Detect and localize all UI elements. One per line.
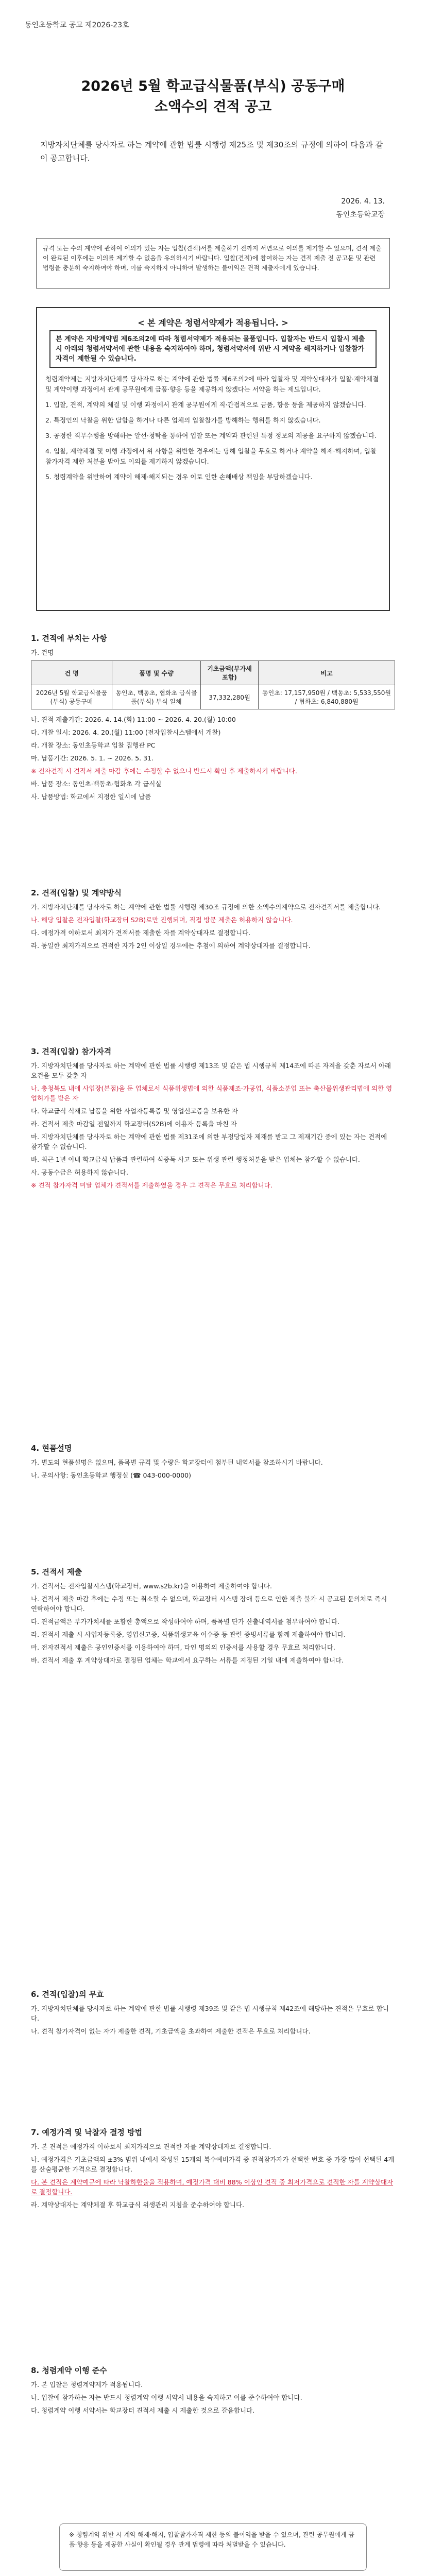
delivery-place: 바. 납품 장소: 동인초·백동초·협화초 각 급식실 — [31, 780, 162, 788]
submission-period: 나. 견적 제출기간: 2026. 4. 14.(화) 11:00 ~ 2026. 4. 20.(월) 10:00 — [31, 716, 236, 723]
section-5-item: 라. 견적서 제출 시 사업자등록증, 영업신고증, 식품위생교육 이수증 등 관련 증빙서류를 함께 제출하여야 합니다. — [31, 1631, 346, 1638]
objection-notice-box: 규격 또는 수의 계약에 관하여 이의가 있는 자는 입찰(견적)서를 제출하기 전까지 서면으로 이의를 제기할 수 있으며, 견적 제출이 완료된 이후에는 이의를 제기할 수 없음을 유의하시기 바랍니다. 입찰(견적)에 참여하는 자는 견적 제출 전 공고문 및 관련 법령을 충분히 숙지하여야 하며, 이를 숙지하지 아니하여 발생하는 불이익은 견적 제출자에게 있습니다. — [36, 238, 390, 289]
integrity-contract-box — [36, 307, 390, 611]
title-line-1: 2026년 5월 학교급식물품(부식) 공동구매 — [81, 78, 345, 94]
section-3-warning: ※ 견적 참가자격 미달 업체가 견적서를 제출하였을 경우 그 견적은 무효로 처리합니다. — [31, 1181, 272, 1189]
page-title — [0, 76, 426, 117]
section-4-item: 가. 별도의 현품설명은 없으며, 품목별 규격 및 수량은 학교장터에 첨부된 내역서를 참조하시기 바랍니다. — [31, 1459, 323, 1466]
submission-warning: ※ 전자견적 시 견적서 제출 마감 후에는 수정할 수 없으니 반드시 확인 후 제출하시기 바랍니다. — [31, 767, 297, 775]
section-3-item: 가. 지방자치단체를 당사자로 하는 계약에 관한 법률 시행령 제13조 및 같은 법 시행규칙 제14조에 따른 자격을 갖춘 자로서 아래 요건을 모두 갖춘 자 — [31, 1062, 391, 1079]
table-row — [31, 685, 395, 709]
integrity-pledge-4: 4. 입찰, 계약체결 및 이행 과정에서 위 사항을 위반한 경우에는 당해 입찰을 무효로 하거나 계약을 해제·해지하며, 입찰참가자격 제한 처분을 받아도 이의를 제기하지 않겠습니다. — [45, 447, 377, 465]
col-remarks: 비고 — [258, 661, 395, 685]
section-8 — [31, 2365, 395, 2418]
section-8-item: 다. 청렴계약 이행 서약서는 학교장터 견적서 제출 시 제출한 것으로 갈음합니다. — [31, 2406, 255, 2414]
section-1-heading: 1. 견적에 부치는 사항 — [31, 634, 107, 643]
section-5 — [31, 1566, 395, 1668]
integrity-paragraph: 청렴계약제는 지방자치단체를 당사자로 하는 계약에 관한 법률 제6조의2에 따라 입찰자 및 계약상대자가 입찰·계약체결 및 계약이행 과정에서 관계 공무원에게 금품·향응 등을 제공하지 않겠다는 서약을 하는 제도입니다. — [45, 375, 379, 393]
section-6 — [31, 1989, 395, 2039]
section-2-item: 라. 동일한 최저가격으로 견적한 자가 2인 이상일 경우에는 추첨에 의하여 계약상대자를 결정합니다. — [31, 942, 311, 950]
section-3-item: 마. 지방자치단체를 당사자로 하는 계약에 관한 법률 제31조에 의한 부정당업자 제재를 받고 그 제재기간 중에 있는 자는 견적에 참가할 수 없습니다. — [31, 1133, 387, 1150]
section-6-heading: 6. 견적(입찰)의 무효 — [31, 1990, 104, 1999]
section-5-item: 나. 견적서 제출 마감 후에는 수정 또는 취소할 수 없으며, 학교장터 시스템 장애 등으로 인한 제출 불가 시 공고된 문의처로 즉시 연락하여야 합니다. — [31, 1595, 387, 1613]
section-3-item-emphasis: 나. 충청북도 내에 사업장(본점)을 둔 업체로서 식품위생법에 의한 식품제조·가공업, 식품소분업 또는 축산물위생관리법에 의한 영업허가를 받은 자 — [31, 1084, 393, 1102]
intro-text: 지방자치단체를 당사자로 하는 계약에 관한 법률 시행령 제25조 및 제30조의 규정에 의하여 다음과 같이 공고합니다. — [40, 140, 383, 163]
section-6-item: 나. 견적 참가자격이 없는 자가 제출한 견적, 기초금액을 초과하여 제출한 견적은 무효로 처리합니다. — [31, 2027, 311, 2035]
items-table — [31, 660, 395, 709]
integrity-warning-box: ※ 청렴계약 위반 시 계약 해제·해지, 입찰참가자격 제한 등의 불이익을 받을 수 있으며, 관련 공무원에게 금품·향응 등을 제공한 사실이 확인될 경우 관계 법령에 따라 처벌받을 수 있습니다. — [59, 2523, 367, 2571]
opening-place: 라. 개찰 장소: 동인초등학교 입찰 집행관 PC — [31, 741, 156, 749]
section-7-item: 나. 예정가격은 기초금액의 ±3% 범위 내에서 작성된 15개의 복수예비가격 중 견적참가자가 선택한 번호 중 가장 많이 선택된 4개를 산술평균한 가격으로 결정합니다. — [31, 2156, 395, 2173]
section-2-item: 가. 지방자치단체를 당사자로 하는 계약에 관한 법률 시행령 제30조 규정에 의한 소액수의계약으로 전자견적서를 제출합니다. — [31, 903, 381, 911]
integrity-pledge-1: 1. 입찰, 견적, 계약의 체결 및 이행 과정에서 관계 공무원에게 직·간접적으로 금품, 향응 등을 제공하지 않겠습니다. — [45, 401, 366, 409]
delivery-period: 마. 납품기간: 2026. 5. 1. ~ 2026. 5. 31. — [31, 754, 154, 762]
section-7 — [31, 2127, 395, 2213]
section-8-item: 가. 본 입찰은 청렴계약제가 적용됩니다. — [31, 2381, 143, 2388]
section-2 — [31, 887, 395, 954]
integrity-pledge-3: 3. 공정한 직무수행을 방해하는 알선·청탁을 통하여 입찰 또는 계약과 관련된 특정 정보의 제공을 요구하지 않겠습니다. — [45, 432, 377, 439]
col-item-name: 건 명 — [31, 661, 112, 685]
section-2-heading: 2. 견적(입찰) 및 계약방식 — [31, 888, 122, 897]
section-1 — [31, 633, 395, 805]
section-3-item: 사. 공동수급은 허용하지 않습니다. — [31, 1168, 128, 1176]
section-1-subheading: 가. 건명 — [31, 649, 54, 656]
integrity-pledge-2: 2. 특정인의 낙찰을 위한 담합을 하거나 다른 업체의 입찰참가를 방해하는 행위를 하지 않겠습니다. — [45, 416, 321, 424]
school-signature: 동인초등학교장 — [336, 211, 385, 219]
integrity-heading: < 본 계약은 청렴서약제가 적용됩니다. > — [138, 318, 288, 328]
section-5-item: 가. 견적서는 전자입찰시스템(학교장터, www.s2b.kr)을 이용하여 제출하여야 합니다. — [31, 1582, 272, 1590]
section-3-heading: 3. 견적(입찰) 참가자격 — [31, 1047, 112, 1056]
col-base-price: 기초금액(부가세 포함) — [201, 661, 259, 685]
section-6-item: 가. 지방자치단체를 당사자로 하는 계약에 관한 법률 시행령 제39조 및 같은 법 시행규칙 제42조에 해당하는 견적은 무효로 합니다. — [31, 2005, 389, 2022]
delivery-method: 사. 납품방법: 학교에서 지정한 일시에 납품 — [31, 793, 151, 801]
section-3-item: 다. 학교급식 식재료 납품을 위한 사업자등록증 및 영업신고증을 보유한 자 — [31, 1107, 238, 1115]
section-7-item: 가. 본 견적은 예정가격 이하로서 최저가격으로 견적한 자를 계약상대자로 결정합니다. — [31, 2143, 271, 2150]
announcement-number: 동인초등학교 공고 제2026-23호 — [25, 21, 129, 29]
section-4-heading: 4. 현품설명 — [31, 1444, 72, 1453]
integrity-summary: 본 계약은 지방계약법 제6조의2에 따라 청렴서약제가 적용되는 물품입니다. 입찰자는 반드시 입찰시 제출 시 아래의 청렴서약서에 관한 내용을 숙지하여야 하며, 청렴서약서에 위반 시 계약을 해지하거나 입찰참가자격이 제한될 수 있습니다. — [49, 330, 377, 368]
section-3 — [31, 1046, 395, 1193]
section-7-heading: 7. 예정가격 및 낙찰자 결정 방법 — [31, 2128, 143, 2137]
section-3-item: 바. 최근 1년 이내 학교급식 납품과 관련하여 식중독 사고 또는 위생 관련 행정처분을 받은 업체는 참가할 수 없습니다. — [31, 1156, 360, 1163]
cell-base-price: 37,332,280원 — [201, 685, 259, 709]
section-5-item: 다. 견적금액은 부가가치세를 포함한 총액으로 작성하여야 하며, 품목별 단가 산출내역서를 첨부하여야 합니다. — [31, 1618, 340, 1625]
announcement-date: 2026. 4. 13. — [341, 197, 385, 206]
cell-remarks: 동인초: 17,157,950원 / 백동초: 5,533,550원 / 협화초: 6,840,880원 — [258, 685, 395, 709]
section-2-item: 다. 예정가격 이하로서 최저가 견적서를 제출한 자를 계약상대자로 결정합니다. — [31, 929, 251, 937]
section-7-item: 라. 계약상대자는 계약체결 후 학교급식 위생관리 지침을 준수하여야 합니다. — [31, 2201, 245, 2209]
section-5-item: 마. 전자견적서 제출은 공인인증서를 이용하여야 하며, 타인 명의의 인증서를 사용할 경우 무효로 처리합니다. — [31, 1643, 335, 1651]
section-7-item-emphasis: 다. 본 견적은 계약예규에 따라 낙찰하한율을 적용하며, 예정가격 대비 88% 이상인 견적 중 최저가격으로 견적한 자를 계약상대자로 결정합니다. — [31, 2178, 394, 2196]
date-block — [336, 195, 385, 222]
col-product: 품명 및 수량 — [112, 661, 201, 685]
section-8-item: 나. 입찰에 참가하는 자는 반드시 청렴계약 이행 서약서 내용을 숙지하고 이를 준수하여야 합니다. — [31, 2394, 302, 2401]
section-3-item: 라. 견적서 제출 마감일 전일까지 학교장터(S2B)에 이용자 등록을 마친 자 — [31, 1120, 237, 1128]
cell-product: 동인초, 백동초, 협화초 급식물품(부식) 부식 일체 — [112, 685, 201, 709]
section-5-heading: 5. 견적서 제출 — [31, 1567, 82, 1577]
opening-date: 다. 개찰 일시: 2026. 4. 20.(월) 11:00 (전자입찰시스템에서 개찰) — [31, 728, 221, 736]
section-5-item: 바. 견적서 제출 후 계약상대자로 결정된 업체는 학교에서 요구하는 서류를 지정된 기일 내에 제출하여야 합니다. — [31, 1656, 344, 1664]
section-4 — [31, 1443, 395, 1483]
section-8-heading: 8. 청렴계약 이행 준수 — [31, 2366, 107, 2375]
section-4-item: 나. 문의사항: 동인초등학교 행정실 (☎ 043-000-0000) — [31, 1471, 191, 1479]
integrity-pledge-5: 5. 청렴계약을 위반하여 계약이 해제·해지되는 경우 이로 인한 손해배상 책임을 부담하겠습니다. — [45, 473, 313, 481]
cell-item-name: 2026년 5월 학교급식물품(부식) 공동구매 — [31, 685, 112, 709]
title-line-2: 소액수의 견적 공고 — [154, 99, 272, 115]
section-2-item-emphasis: 나. 해당 입찰은 전자입찰(학교장터 S2B)로만 진행되며, 직접 방문 제출은 허용하지 않습니다. — [31, 916, 293, 924]
